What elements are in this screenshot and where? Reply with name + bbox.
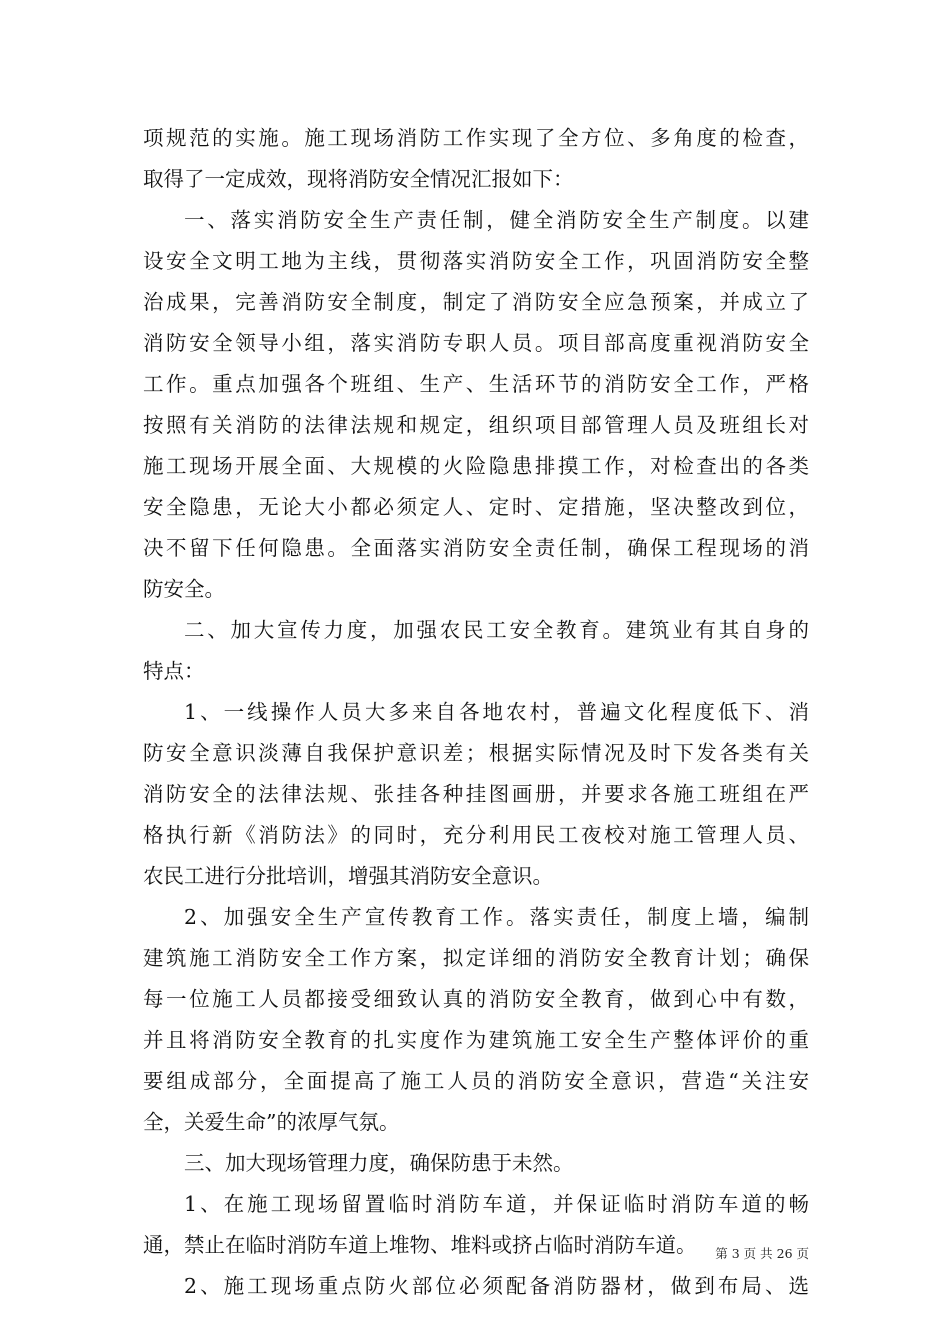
text-line: 按照有关消防的法律法规和规定，组织项目部管理人员及班组长对 xyxy=(143,413,809,437)
text-line: 建筑施工消防安全工作方案，拟定详细的消防安全教育计划；确保 xyxy=(143,946,809,970)
text-line: 防安全。 xyxy=(143,577,225,601)
text-line: 每一位施工人员都接受细致认真的消防安全教育，做到心中有数， xyxy=(143,987,809,1011)
text-line: 消防安全领导小组，落实消防专职人员。项目部高度重视消防安全 xyxy=(143,331,809,355)
text-line: 治成果，完善消防安全制度，制定了消防安全应急预案，并成立了 xyxy=(143,290,809,314)
text-line: 施工现场开展全面、大规模的火险隐患排摸工作，对检查出的各类 xyxy=(143,454,809,478)
text-line: 工作。重点加强各个班组、生产、生活环节的消防安全工作，严格 xyxy=(143,372,809,396)
text-line: 安全隐患，无论大小都必须定人、定时、定措施，坚决整改到位， xyxy=(143,495,809,519)
text-line: 设安全文明工地为主线，贯彻落实消防安全工作，巩固消防安全整 xyxy=(143,249,809,273)
text-line: 防安全意识淡薄自我保护意识差；根据实际情况及时下发各类有关 xyxy=(143,741,809,765)
page-number: 第 3 页 共 26 页 xyxy=(715,1246,809,1261)
text-line: 三、加大现场管理力度，确保防患于未然。 xyxy=(184,1151,574,1175)
text-line: 格执行新《消防法》的同时，充分利用民工夜校对施工管理人员、 xyxy=(143,823,809,847)
text-line: 1、在施工现场留置临时消防车道，并保证临时消防车道的畅 xyxy=(184,1192,809,1216)
body-text xyxy=(143,118,809,1307)
text-line: 特点： xyxy=(143,659,205,683)
text-line: 二、加大宣传力度，加强农民工安全教育。建筑业有其自身的 xyxy=(184,618,809,642)
text-line: 取得了一定成效，现将消防安全情况汇报如下： xyxy=(143,167,574,191)
text-line: 项规范的实施。施工现场消防工作实现了全方位、多角度的检查， xyxy=(143,126,809,150)
text-line: 并且将消防安全教育的扎实度作为建筑施工安全生产整体评价的重 xyxy=(143,1028,809,1052)
text-line: 农民工进行分批培训，增强其消防安全意识。 xyxy=(143,864,553,888)
text-line: 全，关爱生命”的浓厚气氛。 xyxy=(143,1110,400,1134)
text-line: 2、施工现场重点防火部位必须配备消防器材，做到布局、选 xyxy=(184,1274,809,1298)
text-line: 决不留下任何隐患。全面落实消防安全责任制，确保工程现场的消 xyxy=(143,536,809,560)
text-line: 消防安全的法律法规、张挂各种挂图画册，并要求各施工班组在严 xyxy=(143,782,809,806)
text-line: 要组成部分，全面提高了施工人员的消防安全意识，营造“关注安 xyxy=(143,1069,809,1093)
text-line: 2、加强安全生产宣传教育工作。落实责任，制度上墙，编制 xyxy=(184,905,809,929)
text-line: 1、一线操作人员大多来自各地农村，普遍文化程度低下、消 xyxy=(184,700,809,724)
text-line: 一、落实消防安全生产责任制，健全消防安全生产制度。以建 xyxy=(184,208,809,232)
text-line: 通，禁止在临时消防车道上堆物、堆料或挤占临时消防车道。 xyxy=(143,1233,697,1257)
